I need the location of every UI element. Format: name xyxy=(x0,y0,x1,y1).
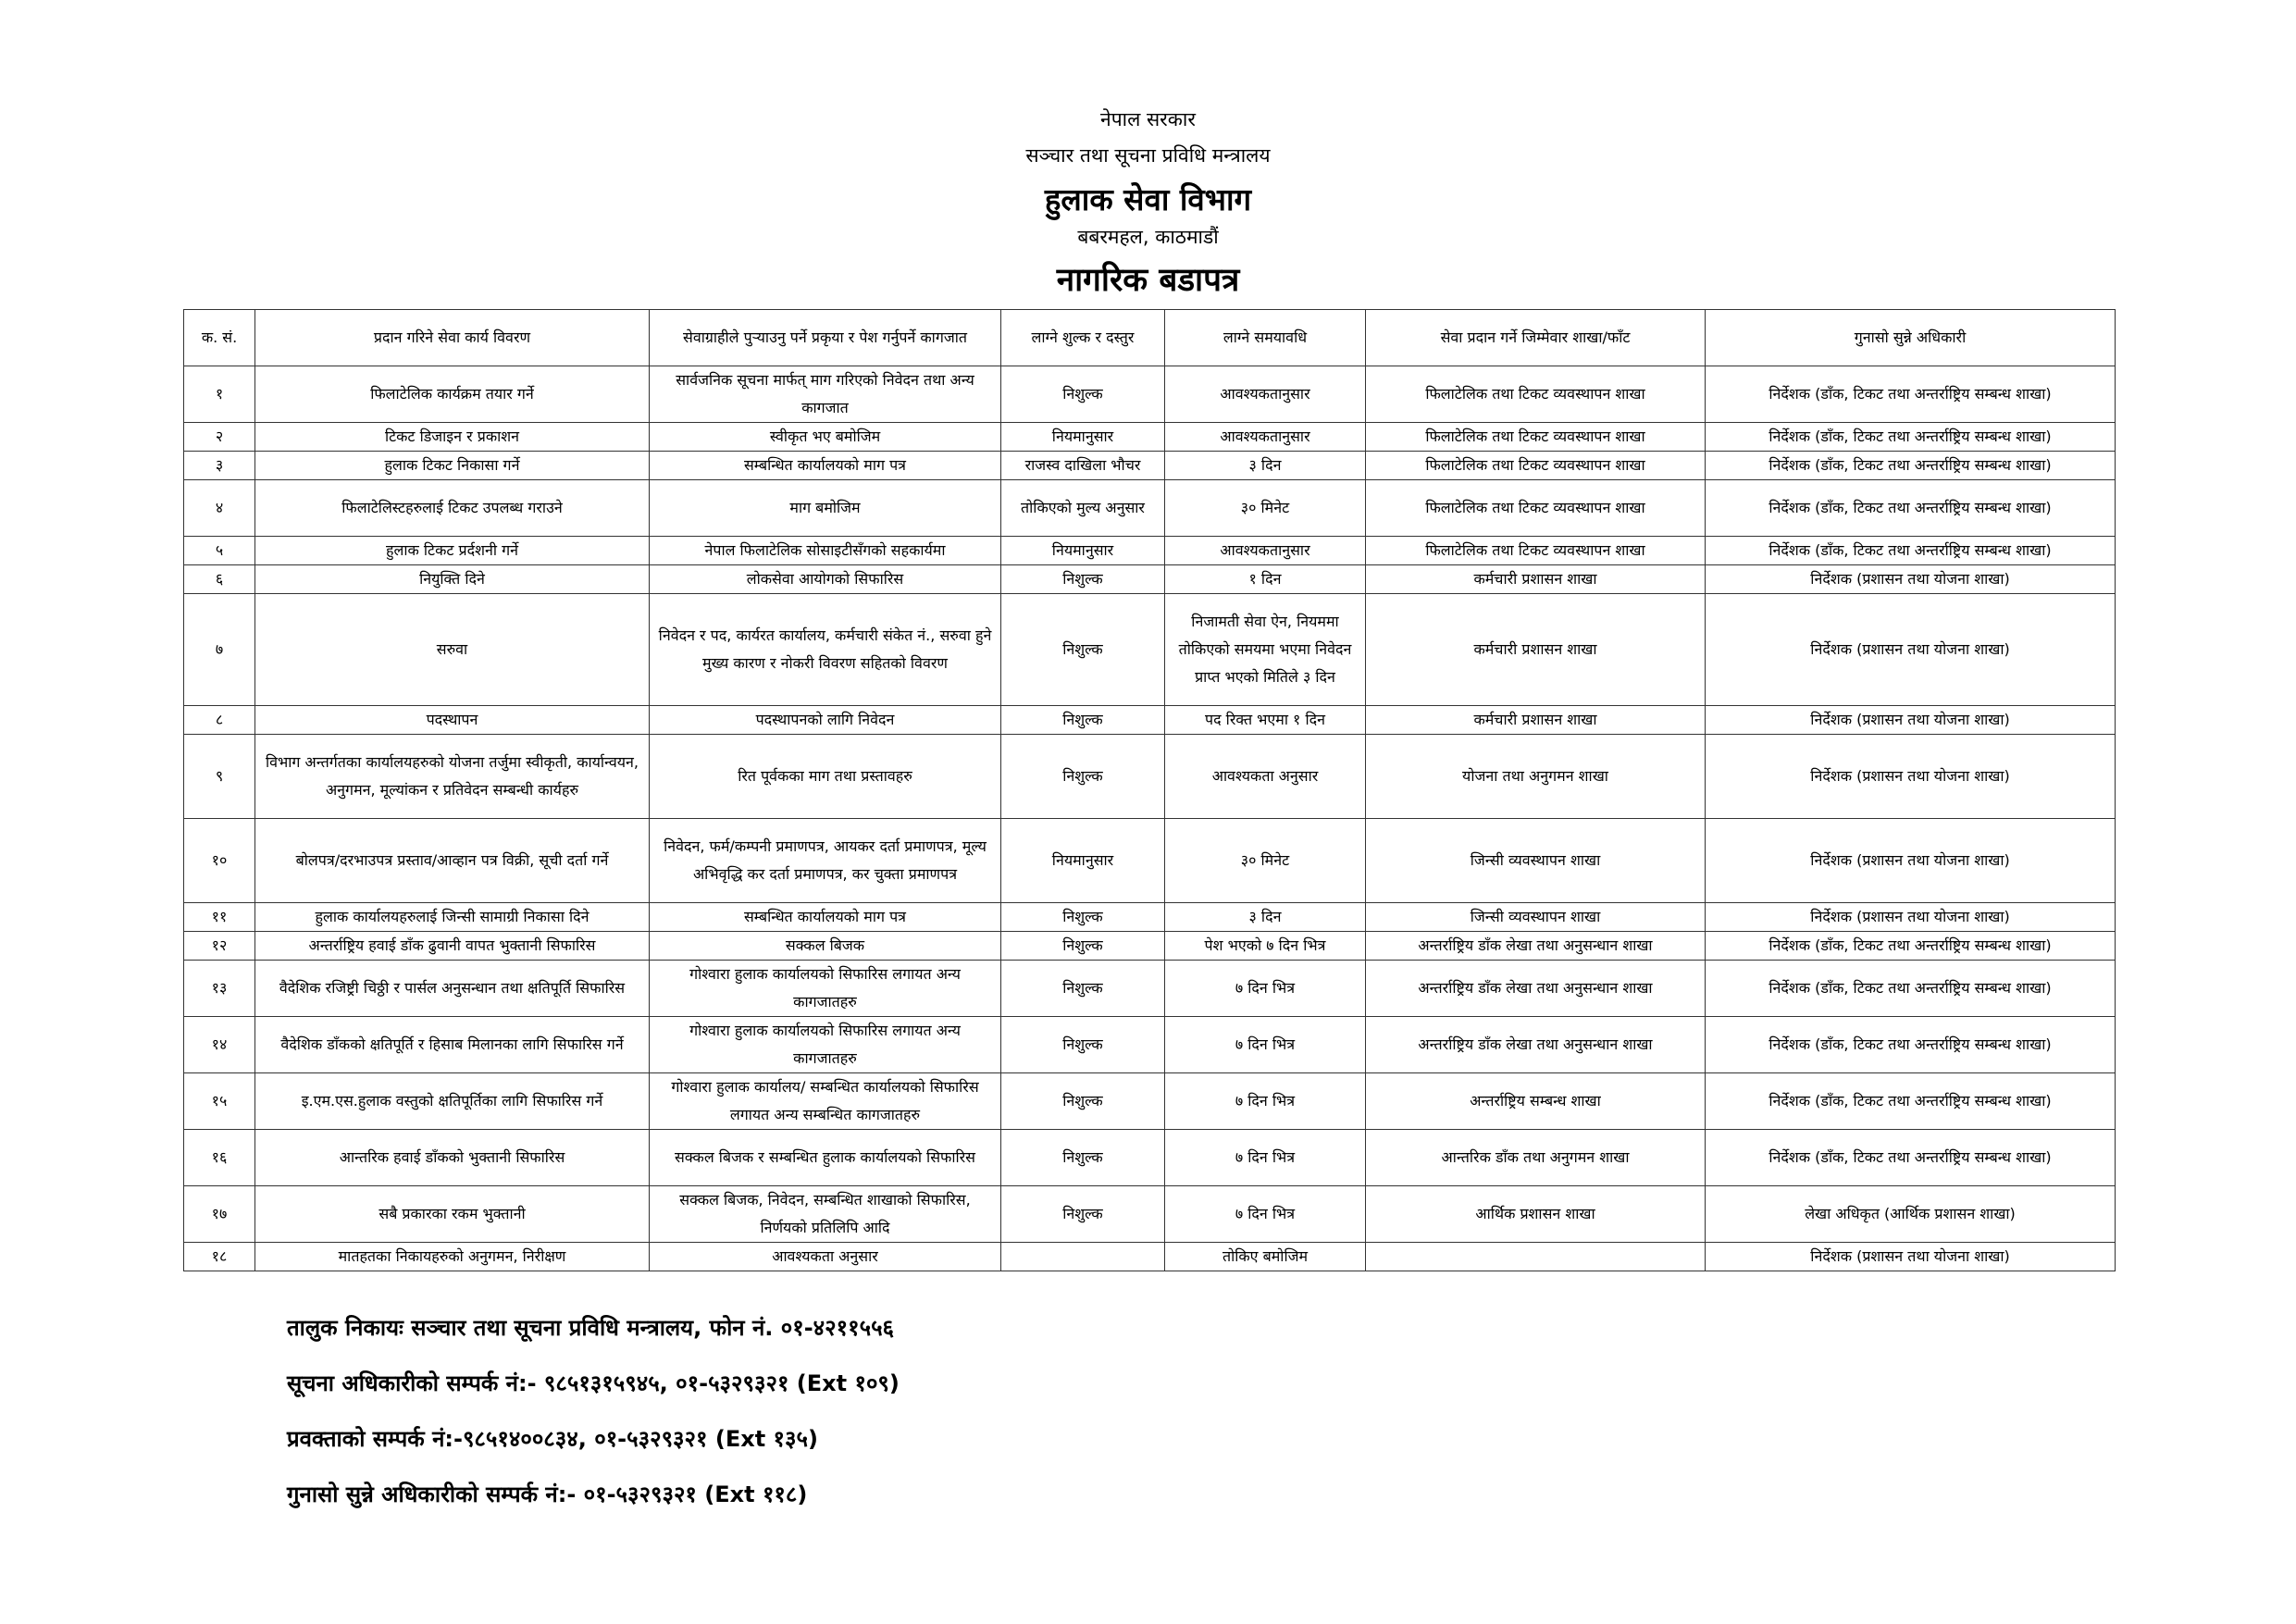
fee-cell: निशुल्क xyxy=(1001,1130,1165,1186)
page-title: नागरिक बडापत्र xyxy=(1056,262,1240,299)
branch-cell: आर्थिक प्रशासन शाखा xyxy=(1366,1186,1706,1243)
branch-cell: फिलाटेलिक तथा टिकट व्यवस्थापन शाखा xyxy=(1366,452,1706,480)
process-cell: गोश्वारा हुलाक कार्यालय/ सम्बन्धित कार्यालयको सिफारिस लगायत अन्य सम्बन्धित कागजातहरु xyxy=(650,1073,1001,1130)
service-cell: इ.एम.एस.हुलाक वस्तुको क्षतिपूर्तिका लागि सिफारिस गर्ने xyxy=(255,1073,650,1130)
branch-cell: अन्तर्राष्ट्रिय डाँक लेखा तथा अनुसन्धान शाखा xyxy=(1366,961,1706,1017)
table-row xyxy=(184,594,2116,706)
service-cell: बोलपत्र/दरभाउपत्र प्रस्ताव/आव्हान पत्र विक्री, सूची दर्ता गर्ने xyxy=(255,819,650,903)
serial-cell: ४ xyxy=(184,480,255,537)
service-cell: आन्तरिक हवाई डाँकको भुक्तानी सिफारिस xyxy=(255,1130,650,1186)
process-cell: निवेदन र पद, कार्यरत कार्यालय, कर्मचारी संकेत नं., सरुवा हुने मुख्य कारण र नोकरी विवरण सहितको विवरण xyxy=(650,594,1001,706)
service-cell: पदस्थापन xyxy=(255,706,650,735)
fee-cell: नियमानुसार xyxy=(1001,537,1165,565)
fee-cell: निशुल्क xyxy=(1001,735,1165,819)
fee-cell: निशुल्क xyxy=(1001,903,1165,932)
fee-cell: नियमानुसार xyxy=(1001,819,1165,903)
process-cell: सक्कल बिजक xyxy=(650,932,1001,961)
time-cell: ७ दिन भित्र xyxy=(1165,961,1366,1017)
serial-cell: १८ xyxy=(184,1243,255,1271)
table-header-row xyxy=(184,310,2116,366)
branch-cell xyxy=(1366,1243,1706,1271)
header-time: लाग्ने समयावधि xyxy=(1165,310,1366,366)
serial-cell: १५ xyxy=(184,1073,255,1130)
citizen-charter-table xyxy=(183,309,2116,1271)
process-cell: पदस्थापनको लागि निवेदन xyxy=(650,706,1001,735)
officer-cell: निर्देशक (डाँक, टिकट तथा अन्तर्राष्ट्रिय सम्बन्ध शाखा) xyxy=(1706,480,2116,537)
service-cell: मातहतका निकायहरुको अनुगमन, निरीक्षण xyxy=(255,1243,650,1271)
process-cell: माग बमोजिम xyxy=(650,480,1001,537)
time-cell: आवश्यकतानुसार xyxy=(1165,366,1366,423)
time-cell: ७ दिन भित्र xyxy=(1165,1186,1366,1243)
fee-cell xyxy=(1001,1243,1165,1271)
fee-cell: निशुल्क xyxy=(1001,594,1165,706)
officer-cell: निर्देशक (प्रशासन तथा योजना शाखा) xyxy=(1706,735,2116,819)
service-cell: अन्तर्राष्ट्रिय हवाई डाँक ढुवानी वापत भुक्तानी सिफारिस xyxy=(255,932,650,961)
time-cell: ७ दिन भित्र xyxy=(1165,1130,1366,1186)
table-row xyxy=(184,961,2116,1017)
serial-cell: २ xyxy=(184,423,255,452)
header-service: प्रदान गरिने सेवा कार्य विवरण xyxy=(255,310,650,366)
time-cell: आवश्यकतानुसार xyxy=(1165,537,1366,565)
fee-cell: नियमानुसार xyxy=(1001,423,1165,452)
fee-cell: राजस्व दाखिला भौचर xyxy=(1001,452,1165,480)
table-row xyxy=(184,537,2116,565)
serial-cell: १२ xyxy=(184,932,255,961)
officer-cell: निर्देशक (प्रशासन तथा योजना शाखा) xyxy=(1706,819,2116,903)
table-row xyxy=(184,1130,2116,1186)
officer-cell: निर्देशक (डाँक, टिकट तथा अन्तर्राष्ट्रिय सम्बन्ध शाखा) xyxy=(1706,961,2116,1017)
time-cell: ३० मिनेट xyxy=(1165,480,1366,537)
process-cell: सम्बन्धित कार्यालयको माग पत्र xyxy=(650,903,1001,932)
table-row xyxy=(184,1243,2116,1271)
service-cell: वैदेशिक डाँकको क्षतिपूर्ति र हिसाब मिलानका लागि सिफारिस गर्ने xyxy=(255,1017,650,1073)
service-cell: विभाग अन्तर्गतका कार्यालयहरुको योजना तर्जुमा स्वीकृती, कार्यान्वयन, अनुगमन, मूल्यांकन र प्रतिवेदन सम्बन्धी कार्यहरु xyxy=(255,735,650,819)
grievance-officer-contact: गुनासो सुन्ने अधिकारीको सम्पर्क नं:- ०१-५३२९३२१ (Ext ११८) xyxy=(287,1481,808,1507)
process-cell: सक्कल बिजक, निवेदन, सम्बन्धित शाखाको सिफारिस, निर्णयको प्रतिलिपि आदि xyxy=(650,1186,1001,1243)
table-row xyxy=(184,1073,2116,1130)
table-row xyxy=(184,565,2116,594)
branch-cell: जिन्सी व्यवस्थापन शाखा xyxy=(1366,903,1706,932)
fee-cell: निशुल्क xyxy=(1001,1186,1165,1243)
branch-cell: आन्तरिक डाँक तथा अनुगमन शाखा xyxy=(1366,1130,1706,1186)
service-cell: वैदेशिक रजिष्ट्री चिठ्ठी र पार्सल अनुसन्धान तथा क्षतिपूर्ति सिफारिस xyxy=(255,961,650,1017)
table-row xyxy=(184,735,2116,819)
table-row xyxy=(184,366,2116,423)
officer-cell: निर्देशक (डाँक, टिकट तथा अन्तर्राष्ट्रिय सम्बन्ध शाखा) xyxy=(1706,423,2116,452)
service-cell: सबै प्रकारका रकम भुक्तानी xyxy=(255,1186,650,1243)
service-cell: फिलाटेलिस्टहरुलाई टिकट उपलब्ध गराउने xyxy=(255,480,650,537)
officer-cell: निर्देशक (डाँक, टिकट तथा अन्तर्राष्ट्रिय सम्बन्ध शाखा) xyxy=(1706,932,2116,961)
serial-cell: १३ xyxy=(184,961,255,1017)
branch-cell: अन्तर्राष्ट्रिय सम्बन्ध शाखा xyxy=(1366,1073,1706,1130)
officer-cell: निर्देशक (प्रशासन तथा योजना शाखा) xyxy=(1706,1243,2116,1271)
serial-cell: १४ xyxy=(184,1017,255,1073)
spokesperson-contact: प्रवक्ताको सम्पर्क नं:-९८५१४००८३४, ०१-५३२९३२१ (Ext १३५) xyxy=(287,1426,818,1452)
service-cell: नियुक्ति दिने xyxy=(255,565,650,594)
time-cell: पेश भएको ७ दिन भित्र xyxy=(1165,932,1366,961)
department-name: हुलाक सेवा विभाग xyxy=(1044,181,1252,217)
table-row xyxy=(184,423,2116,452)
officer-cell: निर्देशक (प्रशासन तथा योजना शाखा) xyxy=(1706,903,2116,932)
table-row xyxy=(184,819,2116,903)
serial-cell: १ xyxy=(184,366,255,423)
branch-cell: अन्तर्राष्ट्रिय डाँक लेखा तथा अनुसन्धान शाखा xyxy=(1366,1017,1706,1073)
table-row xyxy=(184,706,2116,735)
fee-cell: निशुल्क xyxy=(1001,565,1165,594)
officer-cell: निर्देशक (डाँक, टिकट तथा अन्तर्राष्ट्रिय सम्बन्ध शाखा) xyxy=(1706,537,2116,565)
time-cell: ३ दिन xyxy=(1165,903,1366,932)
branch-cell: जिन्सी व्यवस्थापन शाखा xyxy=(1366,819,1706,903)
branch-cell: फिलाटेलिक तथा टिकट व्यवस्थापन शाखा xyxy=(1366,480,1706,537)
fee-cell: निशुल्क xyxy=(1001,1073,1165,1130)
process-cell: सार्वजनिक सूचना मार्फत् माग गरिएको निवेदन तथा अन्य कागजात xyxy=(650,366,1001,423)
contact-info xyxy=(287,1309,900,1531)
time-cell: ७ दिन भित्र xyxy=(1165,1073,1366,1130)
process-cell: स्वीकृत भए बमोजिम xyxy=(650,423,1001,452)
service-cell: हुलाक कार्यालयहरुलाई जिन्सी सामाग्री निकासा दिने xyxy=(255,903,650,932)
officer-cell: निर्देशक (डाँक, टिकट तथा अन्तर्राष्ट्रिय सम्बन्ध शाखा) xyxy=(1706,1130,2116,1186)
process-cell: आवश्यकता अनुसार xyxy=(650,1243,1001,1271)
fee-cell: निशुल्क xyxy=(1001,961,1165,1017)
process-cell: गोश्वारा हुलाक कार्यालयको सिफारिस लगायत अन्य कागजातहरु xyxy=(650,1017,1001,1073)
process-cell: गोश्वारा हुलाक कार्यालयको सिफारिस लगायत अन्य कागजातहरु xyxy=(650,961,1001,1017)
service-cell: हुलाक टिकट प्रर्दशनी गर्ने xyxy=(255,537,650,565)
time-cell: आवश्यकता अनुसार xyxy=(1165,735,1366,819)
table-row xyxy=(184,480,2116,537)
branch-cell: कर्मचारी प्रशासन शाखा xyxy=(1366,706,1706,735)
process-cell: निवेदन, फर्म/कम्पनी प्रमाणपत्र, आयकर दर्ता प्रमाणपत्र, मूल्य अभिवृद्धि कर दर्ता प्रमाणपत्र, कर चुक्ता प्रमाणपत्र xyxy=(650,819,1001,903)
serial-cell: ६ xyxy=(184,565,255,594)
process-cell: सक्कल बिजक र सम्बन्धित हुलाक कार्यालयको सिफारिस xyxy=(650,1130,1001,1186)
branch-cell: फिलाटेलिक तथा टिकट व्यवस्थापन शाखा xyxy=(1366,537,1706,565)
service-cell: हुलाक टिकट निकासा गर्ने xyxy=(255,452,650,480)
header-serial: क. सं. xyxy=(184,310,255,366)
service-cell: फिलाटेलिक कार्यक्रम तयार गर्ने xyxy=(255,366,650,423)
officer-cell: निर्देशक (प्रशासन तथा योजना शाखा) xyxy=(1706,706,2116,735)
fee-cell: निशुल्क xyxy=(1001,1017,1165,1073)
time-cell: तोकिए बमोजिम xyxy=(1165,1243,1366,1271)
serial-cell: ९ xyxy=(184,735,255,819)
table-row xyxy=(184,452,2116,480)
officer-cell: निर्देशक (प्रशासन तथा योजना शाखा) xyxy=(1706,565,2116,594)
officer-cell: निर्देशक (डाँक, टिकट तथा अन्तर्राष्ट्रिय सम्बन्ध शाखा) xyxy=(1706,366,2116,423)
time-cell: १ दिन xyxy=(1165,565,1366,594)
service-cell: सरुवा xyxy=(255,594,650,706)
process-cell: नेपाल फिलाटेलिक सोसाइटीसँगको सहकार्यमा xyxy=(650,537,1001,565)
process-cell: लोकसेवा आयोगको सिफारिस xyxy=(650,565,1001,594)
serial-cell: १७ xyxy=(184,1186,255,1243)
government-name: नेपाल सरकार xyxy=(1100,108,1196,130)
branch-cell: कर्मचारी प्रशासन शाखा xyxy=(1366,565,1706,594)
information-officer-contact: सूचना अधिकारीको सम्पर्क नं:- ९८५१३१५९४५, ०१-५३२९३२१ (Ext १०९) xyxy=(287,1370,900,1396)
serial-cell: ८ xyxy=(184,706,255,735)
serial-cell: ११ xyxy=(184,903,255,932)
table-row xyxy=(184,1017,2116,1073)
header-officer: गुनासो सुन्ने अधिकारी xyxy=(1706,310,2116,366)
time-cell: ७ दिन भित्र xyxy=(1165,1017,1366,1073)
time-cell: पद रिक्त भएमा १ दिन xyxy=(1165,706,1366,735)
process-cell: रित पूर्वकका माग तथा प्रस्तावहरु xyxy=(650,735,1001,819)
time-cell: ३ दिन xyxy=(1165,452,1366,480)
header-process: सेवाग्राहीले पुऱ्याउनु पर्ने प्रकृया र पेश गर्नुपर्ने कागजात xyxy=(650,310,1001,366)
branch-cell: फिलाटेलिक तथा टिकट व्यवस्थापन शाखा xyxy=(1366,423,1706,452)
fee-cell: निशुल्क xyxy=(1001,932,1165,961)
serial-cell: १६ xyxy=(184,1130,255,1186)
officer-cell: लेखा अधिकृत (आर्थिक प्रशासन शाखा) xyxy=(1706,1186,2116,1243)
time-cell: आवश्यकतानुसार xyxy=(1165,423,1366,452)
header-branch: सेवा प्रदान गर्ने जिम्मेवार शाखा/फाँट xyxy=(1366,310,1706,366)
branch-cell: फिलाटेलिक तथा टिकट व्यवस्थापन शाखा xyxy=(1366,366,1706,423)
fee-cell: निशुल्क xyxy=(1001,706,1165,735)
branch-cell: योजना तथा अनुगमन शाखा xyxy=(1366,735,1706,819)
header-fee: लाग्ने शुल्क र दस्तुर xyxy=(1001,310,1165,366)
serial-cell: १० xyxy=(184,819,255,903)
officer-cell: निर्देशक (प्रशासन तथा योजना शाखा) xyxy=(1706,594,2116,706)
branch-cell: कर्मचारी प्रशासन शाखा xyxy=(1366,594,1706,706)
department-address: बबरमहल, काठमाडौं xyxy=(1077,226,1219,248)
serial-cell: ७ xyxy=(184,594,255,706)
serial-cell: ३ xyxy=(184,452,255,480)
fee-cell: तोकिएको मुल्य अनुसार xyxy=(1001,480,1165,537)
time-cell: निजामती सेवा ऐन, नियममा तोकिएको समयमा भएमा निवेदन प्राप्त भएको मितिले ३ दिन xyxy=(1165,594,1366,706)
serial-cell: ५ xyxy=(184,537,255,565)
process-cell: सम्बन्धित कार्यालयको माग पत्र xyxy=(650,452,1001,480)
table-row xyxy=(184,1186,2116,1243)
officer-cell: निर्देशक (डाँक, टिकट तथा अन्तर्राष्ट्रिय सम्बन्ध शाखा) xyxy=(1706,1017,2116,1073)
parent-body-contact: तालुक निकायः सञ्चार तथा सूचना प्रविधि मन्त्रालय, फोन नं. ०१-४२११५५६ xyxy=(287,1315,895,1341)
branch-cell: अन्तर्राष्ट्रिय डाँक लेखा तथा अनुसन्धान शाखा xyxy=(1366,932,1706,961)
fee-cell: निशुल्क xyxy=(1001,366,1165,423)
time-cell: ३० मिनेट xyxy=(1165,819,1366,903)
table-row xyxy=(184,932,2116,961)
service-cell: टिकट डिजाइन र प्रकाशन xyxy=(255,423,650,452)
ministry-name: सञ्चार तथा सूचना प्रविधि मन्त्रालय xyxy=(1025,144,1271,167)
officer-cell: निर्देशक (डाँक, टिकट तथा अन्तर्राष्ट्रिय सम्बन्ध शाखा) xyxy=(1706,1073,2116,1130)
officer-cell: निर्देशक (डाँक, टिकट तथा अन्तर्राष्ट्रिय सम्बन्ध शाखा) xyxy=(1706,452,2116,480)
table-row xyxy=(184,903,2116,932)
